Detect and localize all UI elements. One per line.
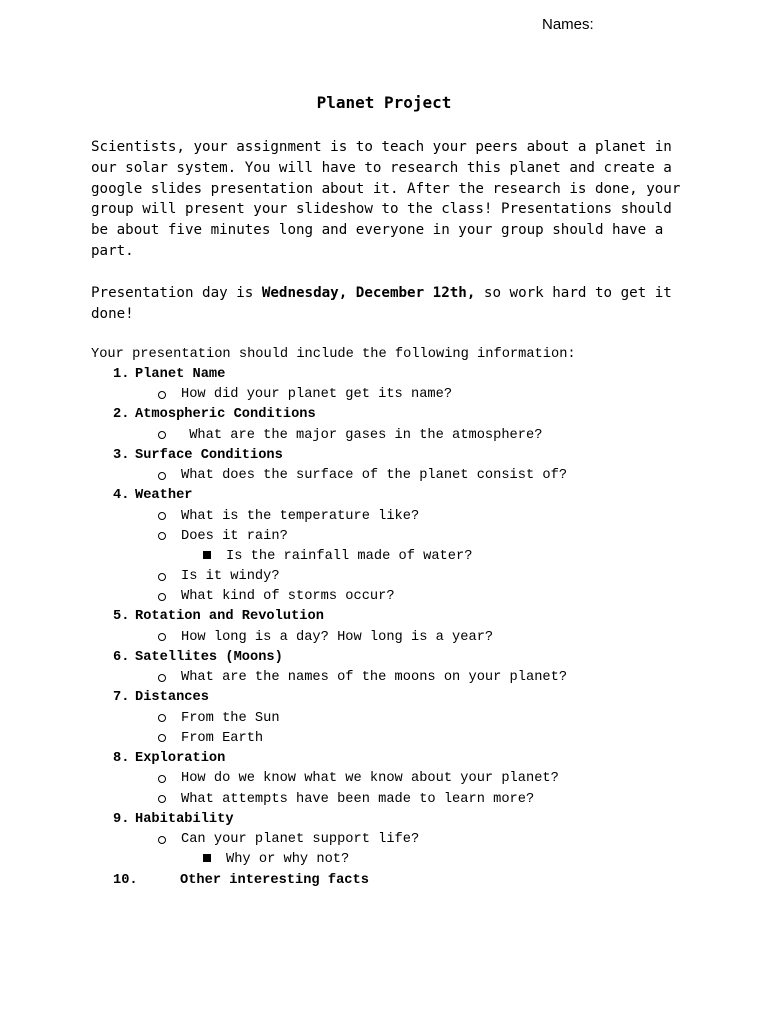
intro-line: be about five minutes long and everyone in your group should have a <box>91 222 664 239</box>
names-label: Names: <box>542 16 594 33</box>
circle-bullet-icon <box>158 734 166 742</box>
circle-bullet-icon <box>158 836 166 844</box>
topic-number: 2. <box>113 407 130 422</box>
circle-bullet-icon <box>158 431 166 439</box>
list-intro: Your presentation should include the following information: <box>91 347 576 362</box>
question-item: What is the temperature like? <box>181 509 420 524</box>
topic-number: 7. <box>113 690 130 705</box>
circle-bullet-icon <box>158 714 166 722</box>
topic-heading: Weather <box>135 488 193 503</box>
circle-bullet-icon <box>158 795 166 803</box>
topic-number: 3. <box>113 448 130 463</box>
topic-heading: Habitability <box>135 812 234 827</box>
question-item: How did your planet get its name? <box>181 387 453 402</box>
square-bullet-icon <box>203 854 211 862</box>
topic-heading: Surface Conditions <box>135 448 283 463</box>
circle-bullet-icon <box>158 573 166 581</box>
intro-line: google slides presentation about it. After the research is done, your <box>91 180 681 197</box>
question-item: What are the major gases in the atmosphere? <box>181 428 543 443</box>
topic-number: 8. <box>113 751 130 766</box>
circle-bullet-icon <box>158 532 166 540</box>
circle-bullet-icon <box>158 633 166 641</box>
topic-number: 6. <box>113 650 130 665</box>
circle-bullet-icon <box>158 512 166 520</box>
intro-line: part. <box>91 242 134 259</box>
topic-heading: Exploration <box>135 751 226 766</box>
circle-bullet-icon <box>158 391 166 399</box>
topic-heading: Distances <box>135 690 209 705</box>
question-item: How long is a day? How long is a year? <box>181 630 494 645</box>
intro-line: Scientists, your assignment is to teach your peers about a planet in <box>91 139 672 155</box>
question-item: Does it rain? <box>181 529 288 544</box>
page-title: Planet Project <box>316 93 452 112</box>
question-item: What does the surface of the planet consist of? <box>181 468 568 483</box>
presentation-date: Wednesday, December 12th, <box>261 285 476 301</box>
question-item: How do we know what we know about your planet? <box>181 771 559 786</box>
presentation-day-prefix: Presentation day is <box>91 285 262 301</box>
question-item: Is it windy? <box>181 569 280 584</box>
topic-heading: Rotation and Revolution <box>135 609 324 624</box>
question-item: From Earth <box>181 731 264 746</box>
circle-bullet-icon <box>158 593 166 601</box>
presentation-day-suffix: so work hard to get it <box>475 285 672 301</box>
topic-number: 1. <box>113 367 130 382</box>
circle-bullet-icon <box>158 472 166 480</box>
question-item: What attempts have been made to learn more? <box>181 792 535 807</box>
intro-line: group will present your slideshow to the class! Presentations should <box>91 201 672 218</box>
topic-heading: Planet Name <box>135 367 226 382</box>
topic-number: 10. <box>113 873 138 888</box>
sub-question-item: Why or why not? <box>226 852 350 867</box>
circle-bullet-icon <box>158 674 166 682</box>
presentation-day-line-2: done! <box>91 305 134 322</box>
question-item: What are the names of the moons on your planet? <box>181 670 568 685</box>
topic-number: 5. <box>113 609 130 624</box>
presentation-day-line <box>91 283 691 304</box>
presentation-day-paragraph <box>91 283 691 325</box>
question-item: From the Sun <box>181 711 280 726</box>
topic-number: 4. <box>113 488 130 503</box>
question-item: Can your planet support life? <box>181 832 420 847</box>
circle-bullet-icon <box>158 775 166 783</box>
topic-number: 9. <box>113 812 130 827</box>
square-bullet-icon <box>203 551 211 559</box>
topic-heading: Satellites (Moons) <box>135 650 283 665</box>
intro-paragraph <box>91 137 691 262</box>
topic-heading: Other interesting facts <box>180 873 369 888</box>
topic-heading: Atmospheric Conditions <box>135 407 316 422</box>
question-item: What kind of storms occur? <box>181 589 395 604</box>
sub-question-item: Is the rainfall made of water? <box>226 549 473 564</box>
intro-line: our solar system. You will have to research this planet and create a <box>91 159 672 176</box>
